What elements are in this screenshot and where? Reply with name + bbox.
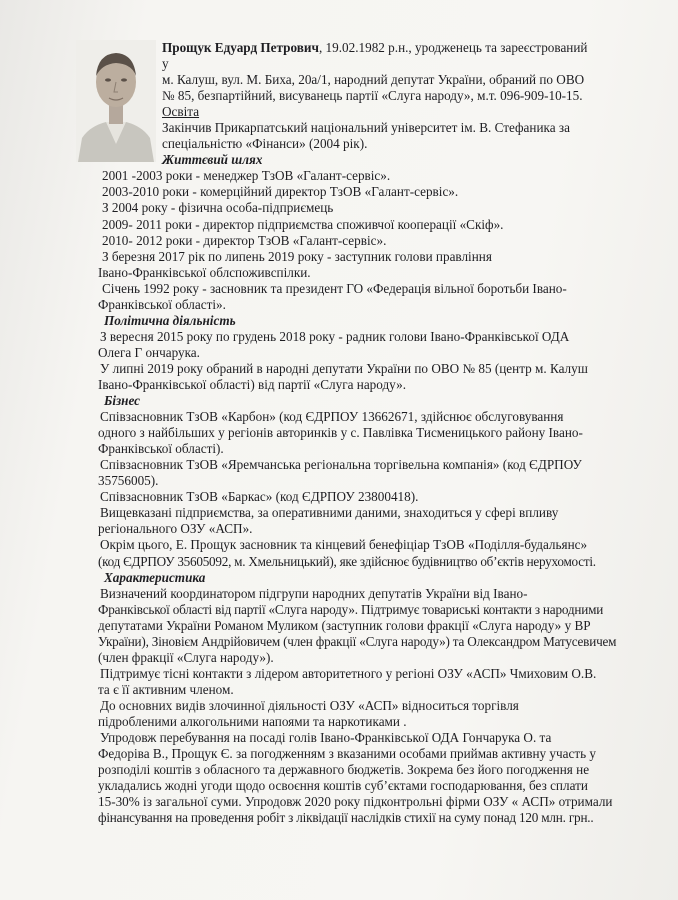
profile-line: Франківської області від партії «Слуга народу». Підтримує товариські контакти з народними xyxy=(98,601,604,617)
business-line: (код ЄДРПОУ 35605092, м. Хмельницький), яке здійснює будівництво об’єктів нерухомості. xyxy=(98,553,596,569)
profile-heading: Характеристика xyxy=(104,569,206,585)
career-line: 2009- 2011 роки - директор підприємства споживчої кооперації «Скіф». xyxy=(102,216,504,232)
career-line: 2001 -2003 роки - менеджер ТзОВ «Галант-сервіс». xyxy=(102,168,391,184)
profile-line: фінансування на проведення робіт з ліквідації наслідків стихії на суму понад 120 млн. грн.. xyxy=(98,810,594,826)
profile-line: 15-30% із загальної суми. Упродовж 2020 року підконтрольні фірми ОЗУ « АСП» отримали xyxy=(98,794,613,810)
business-line: Вищевказані підприємства, за оперативними даними, знаходиться у сфері впливу xyxy=(100,505,559,521)
business-line: регіонального ОЗУ «АСП». xyxy=(98,521,253,537)
business-line: одного з найбільших у регіонів авторинків у с. Павлівка Тисменицького району Івано- xyxy=(98,425,583,441)
politics-line: Олега Г ончарука. xyxy=(98,344,200,360)
profile-line: депутатами України Романом Муликом (заступник голови фракції «Слуга народу» у ВР xyxy=(98,617,591,633)
career-line: 2003-2010 роки - комерційний директор ТзОВ «Галант-сервіс». xyxy=(102,184,459,200)
career-line: З березня 2017 рік по липень 2019 року - заступник голови правління xyxy=(102,248,492,264)
business-line: Співзасновник ТзОВ «Карбон» (код ЄДРПОУ 13662671, здійснює обслуговування xyxy=(100,409,564,425)
bio-line-2: у xyxy=(162,56,169,72)
profile-line: До основних видів злочинної діяльності ОЗУ «АСП» відноситься торгівля xyxy=(100,697,519,713)
business-heading: Бізнес xyxy=(104,393,141,409)
business-line: Франківської області). xyxy=(98,441,224,457)
profile-line: розподілі коштів з обласного та державного бюджетів. Зокрема без його погодження не xyxy=(98,762,590,778)
business-line: Співзасновник ТзОВ «Яремчанська регіональна торгівельна компанія» (код ЄДРПОУ xyxy=(100,457,582,473)
profile-line: Підтримує тісні контакти з лідером авторитетного у регіоні ОЗУ «АСП» Чмиховим О.В. xyxy=(100,665,597,681)
politics-line: Івано-Франківської області) від партії «Слуга народу». xyxy=(98,376,406,392)
bio-line-3: м. Калуш, вул. М. Биха, 20а/1, народний депутат України, обраний по ОВО xyxy=(162,72,585,88)
profile-line: України), Зіновієм Андрійовичем (член фракції «Слуга народу») та Олександром Матусевичем xyxy=(98,633,617,649)
career-line: Франківської області». xyxy=(98,296,226,312)
business-line: Окрім цього, Е. Прощук засновник та кінцевий бенефіціар ТзОВ «Поділля-будальянс» xyxy=(100,537,588,553)
business-line: Співзасновник ТзОВ «Баркас» (код ЄДРПОУ 23800418). xyxy=(100,489,419,505)
politics-line: У липні 2019 року обраний в народні депутати України по ОВО № 85 (центр м. Калуш xyxy=(100,360,588,376)
profile-line: та є її активним членом. xyxy=(98,681,234,697)
career-line: Івано-Франківської облспоживспілки. xyxy=(98,264,311,280)
business-line: 35756005). xyxy=(98,473,159,489)
profile-line: укладались жодні угоди щодо освоєння коштів суб’єктами господарювання, без сплати xyxy=(98,778,588,794)
profile-line: підробленими алкогольними напоями та наркотиками . xyxy=(98,713,407,729)
politics-heading: Політична діяльність xyxy=(104,312,236,328)
education-line-2: спеціальністю «Фінанси» (2004 рік). xyxy=(162,136,368,152)
bio-line-1: , 19.02.1982 р.н., уродженець та зареєстрований xyxy=(318,40,588,55)
career-line: Січень 1992 року - засновник та президент ГО «Федерація вільної боротьби Івано- xyxy=(102,280,567,296)
profile-line: Упродовж перебування на посаді голів Івано-Франківської ОДА Гончарука О. та xyxy=(100,730,552,746)
career-heading: Життєвий шлях xyxy=(162,152,263,168)
politics-line: З вересня 2015 року по грудень 2018 року - радник голови Івано-Франківської ОДА xyxy=(100,328,570,344)
profile-line: Визначений координатором підгрупи народних депутатів України від Івано- xyxy=(100,585,528,601)
career-line: 2010- 2012 роки - директор ТзОВ «Галант-сервіс». xyxy=(102,232,387,248)
profile-line: (член фракції «Слуга народу»). xyxy=(98,649,274,665)
education-line-1: Закінчив Прикарпатський національний університет ім. В. Стефаника за xyxy=(162,120,570,136)
person-name: Прощук Едуард Петрович xyxy=(162,40,319,55)
career-line: З 2004 року - фізична особа-підприємець xyxy=(102,200,334,216)
profile-line: Федоріва В., Прощук Є. за погодженням з вказаними особами приймав активну участь у xyxy=(98,746,597,762)
document-text xyxy=(100,40,640,826)
education-heading: Освіта xyxy=(162,104,200,120)
bio-line-4: № 85, безпартійний, висуванець партії «Слуга народу», м.т. 096-909-10-15. xyxy=(162,88,583,104)
